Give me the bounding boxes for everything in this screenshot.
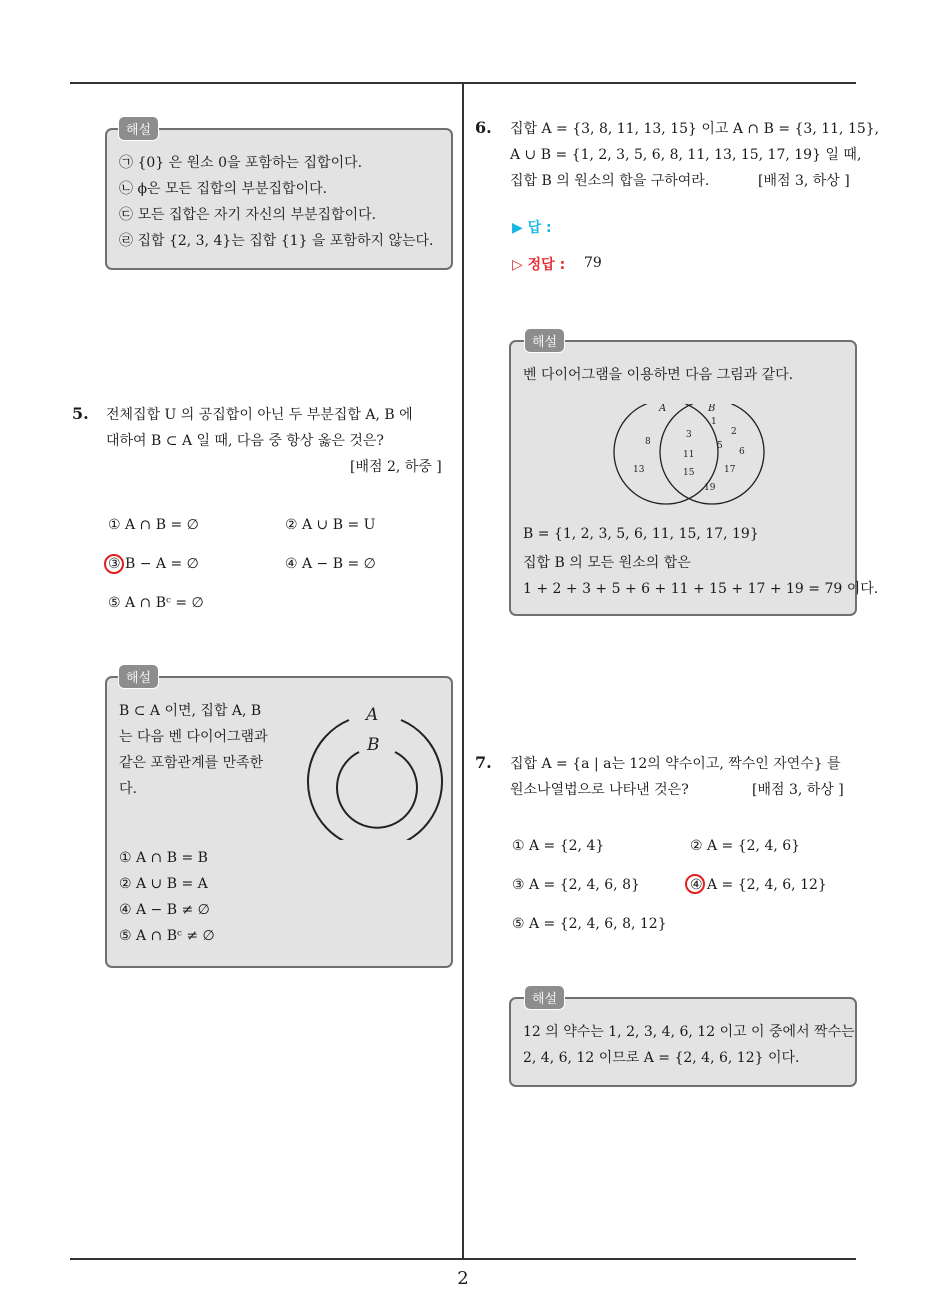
solution-line: 는 다음 벤 다이어그램과	[119, 729, 268, 745]
solution-line: ㉠ {0} 은 원소 0을 포함하는 집합이다.	[119, 155, 363, 171]
solution-tag: 해설	[524, 328, 565, 353]
venn-label-b: B	[708, 404, 716, 414]
question-score: [배점 2, 하중 ]	[350, 459, 442, 475]
solution-tag: 해설	[118, 116, 159, 141]
correct-answer-label: ▷ 정답 :	[512, 257, 566, 273]
solution-line: 벤 다이어그램을 이용하면 다음 그림과 같다.	[523, 367, 794, 383]
solution-line: 집합 B 의 모든 원소의 합은	[523, 555, 691, 571]
solution-item: ② A ∪ B = A	[119, 876, 208, 892]
venn-value: 2	[731, 427, 737, 437]
solution-item: ① A ∩ B = B	[119, 850, 208, 866]
solution-line: 다.	[119, 781, 137, 797]
choice-1[interactable]: ① A = {2, 4}	[512, 838, 605, 854]
venn-value: 6	[739, 447, 745, 457]
solution-line: ㉣ 집합 {2, 3, 4}는 집합 {1} 을 포함하지 않는다.	[119, 233, 434, 249]
venn-value: 11	[683, 450, 695, 460]
venn-value: 15	[683, 468, 695, 478]
choice-5[interactable]: ⑤ A = {2, 4, 6, 8, 12}	[512, 916, 667, 932]
question-text: A ∪ B = {1, 2, 3, 5, 6, 8, 11, 13, 15, 17, 19} 일 때,	[510, 147, 862, 163]
choice-3[interactable]: ③ B − A = ∅	[108, 556, 199, 572]
solution-tag: 해설	[118, 664, 159, 689]
venn-value: 5	[717, 441, 723, 451]
solution-item: ⑤ A ∩ Bᶜ ≠ ∅	[119, 928, 215, 944]
choice-5[interactable]: ⑤ A ∩ Bᶜ = ∅	[108, 595, 204, 611]
venn-value: 19	[704, 483, 716, 493]
solution-line: B = {1, 2, 3, 5, 6, 11, 15, 17, 19}	[523, 526, 759, 542]
solution-box-q6	[509, 340, 879, 616]
answer-label: ▶ 답 :	[512, 220, 552, 236]
choice-2[interactable]: ② A = {2, 4, 6}	[690, 838, 801, 854]
venn-diagram	[609, 404, 809, 514]
subset-diagram	[301, 700, 451, 840]
venn-value: 17	[724, 465, 736, 475]
set-a-label: A	[366, 705, 379, 725]
question-number: 7.	[475, 753, 492, 772]
venn-label-a: A	[659, 404, 667, 414]
solution-line: 1 + 2 + 3 + 5 + 6 + 11 + 15 + 17 + 19 = 79 이다.	[523, 581, 879, 597]
question-number: 5.	[72, 404, 89, 423]
bottom-rule	[70, 1258, 856, 1260]
solution-item: ④ A − B ≠ ∅	[119, 902, 210, 918]
solution-line: 12 의 약수는 1, 2, 3, 4, 6, 12 이고 이 중에서 짝수는	[523, 1024, 855, 1040]
solution-line: ㉢ 모든 집합은 자기 자신의 부분집합이다.	[119, 207, 377, 223]
solution-box-q5	[105, 676, 453, 968]
question-text: 전체집합 U 의 공집합이 아닌 두 부분집합 A, B 에	[106, 407, 413, 423]
solution-tag: 해설	[524, 985, 565, 1010]
venn-value: 8	[645, 437, 651, 447]
solution-line: 같은 포함관계를 만족한	[119, 755, 264, 771]
choice-4[interactable]: ④ A − B = ∅	[285, 556, 376, 572]
choice-1[interactable]: ① A ∩ B = ∅	[108, 517, 199, 533]
solution-line: B ⊂ A 이면, 집합 A, B	[119, 703, 262, 719]
question-score: [배점 3, 하상 ]	[758, 173, 850, 189]
choice-4[interactable]: ④ A = {2, 4, 6, 12}	[690, 877, 827, 893]
set-b-label: B	[367, 735, 380, 755]
choice-3[interactable]: ③ A = {2, 4, 6, 8}	[512, 877, 640, 893]
column-divider	[462, 83, 464, 1259]
venn-value: 3	[686, 430, 692, 440]
question-text: 집합 B 의 원소의 합을 구하여라.	[510, 173, 710, 189]
question-text: 집합 A = {a | a는 12의 약수이고, 짝수인 자연수} 를	[510, 756, 841, 772]
question-text: 대하여 B ⊂ A 일 때, 다음 중 항상 옳은 것은?	[106, 433, 384, 449]
solution-line: 2, 4, 6, 12 이므로 A = {2, 4, 6, 12} 이다.	[523, 1050, 800, 1066]
solution-line: ㉡ ϕ은 모든 집합의 부분집합이다.	[119, 181, 328, 197]
question-score: [배점 3, 하상 ]	[752, 782, 844, 798]
venn-value: 13	[633, 465, 645, 475]
solution-box-q7	[509, 997, 857, 1087]
question-number: 6.	[475, 118, 492, 137]
question-text: 원소나열법으로 나타낸 것은?	[510, 782, 689, 798]
venn-value: 1	[711, 417, 717, 427]
correct-answer-value: 79	[584, 255, 602, 271]
page-number: 2	[457, 1268, 469, 1289]
choice-2[interactable]: ② A ∪ B = U	[285, 517, 376, 533]
solution-box-q4	[105, 128, 453, 270]
question-text: 집합 A = {3, 8, 11, 13, 15} 이고 A ∩ B = {3, 11, 15},	[510, 121, 880, 137]
